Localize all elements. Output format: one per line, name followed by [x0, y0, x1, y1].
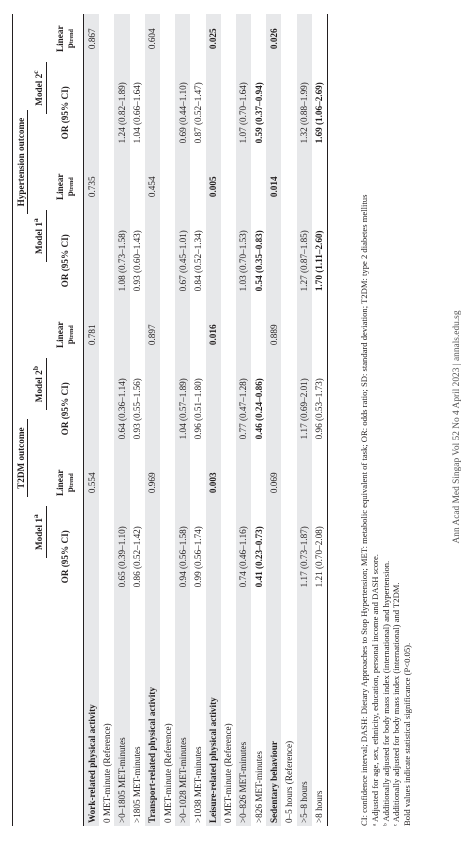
or-cell: 1.17 (0.69–2.01) [297, 359, 312, 458]
or-cell: 0.67 (0.45–1.01) [175, 211, 190, 310]
p-trend-cell [160, 14, 175, 63]
table-row [130, 14, 145, 826]
table-row [190, 14, 205, 826]
or-cell [99, 359, 114, 458]
or-cell [281, 211, 296, 310]
or-cell [221, 211, 236, 310]
results-table [12, 14, 328, 826]
or-cell: 1.70 (1.11–2.60) [312, 211, 328, 310]
p-trend-cell [221, 458, 236, 507]
group-header-t2dm: T2DM outcome [13, 310, 32, 606]
or-cell: 0.93 (0.60–1.43) [132, 230, 143, 292]
row-label: >0–1805 MET-minutes [114, 606, 129, 826]
or-cell [206, 63, 221, 162]
or-cell [99, 211, 114, 310]
or-cell [160, 507, 175, 606]
p-trend-cell [221, 310, 236, 359]
table-row [297, 14, 312, 826]
or-cell: 0.94 (0.56–1.58) [175, 507, 190, 606]
or-cell: 0.96 (0.53–1.73) [312, 359, 328, 458]
p-trend-cell [175, 458, 190, 507]
header-blank [13, 606, 32, 826]
p-trend-cell [130, 458, 145, 507]
p-trend-cell [130, 14, 145, 63]
footnote-abbreviations: CI: confidence interval; DASH: Dietary Approaches to Stop Hypertension; MET: metabolic equivalent of task; OR: odds ratio; SD: standard deviation; T2DM: type 2 diabetes mellitus [359, 194, 369, 826]
or-cell [281, 507, 296, 606]
or-cell [221, 63, 236, 162]
or-cell: 0.64 (0.36–1.14) [114, 359, 129, 458]
or-cell [206, 211, 221, 310]
or-cell: 0.84 (0.52–1.34) [192, 230, 203, 292]
p-trend-cell [281, 162, 296, 211]
row-label: >8 hours [312, 606, 328, 826]
or-cell [84, 211, 100, 310]
or-cell: 0.65 (0.39–1.10) [114, 507, 129, 606]
row-label: >1805 MET-minutes [132, 746, 143, 823]
p-trend-cell: 0.016 [206, 310, 221, 359]
p-trend-cell: 0.025 [206, 14, 221, 63]
row-label: 0 MET-minute (Reference) [223, 723, 234, 823]
p-trend-cell [312, 310, 328, 359]
p-trend-cell: 0.781 [84, 310, 100, 359]
row-label: Work-related physical activity [84, 606, 100, 826]
or-cell [281, 359, 296, 458]
row-label: 0–5 hours (Reference) [284, 740, 295, 823]
p-trend-cell [251, 310, 266, 359]
row-label: Transport-related physical activity [145, 606, 160, 826]
row-label: Leisure-related physical activity [206, 606, 221, 826]
or-cell [160, 63, 175, 162]
category-row [266, 14, 281, 826]
p-trend-cell [175, 14, 190, 63]
or-cell [145, 211, 160, 310]
or-cell: 1.07 (0.70–1.64) [236, 63, 251, 162]
p-trend-cell [312, 162, 328, 211]
footnote-bold: Bold values indicate statistical significance (P<0.05). [402, 642, 413, 826]
col-or: OR (95% CI) [47, 359, 84, 458]
col-linear-p: Linear ptrend [47, 310, 84, 359]
col-or: OR (95% CI) [47, 63, 84, 162]
or-cell [266, 359, 281, 458]
or-cell: 1.27 (0.87–1.85) [297, 211, 312, 310]
footnote-a: ᵃ Adjusted for age, sex, ethnicity, education, personal income and DASH score. [369, 554, 380, 826]
col-or: OR (95% CI) [47, 211, 84, 310]
table-row [251, 14, 266, 826]
or-cell [160, 359, 175, 458]
or-cell [160, 211, 175, 310]
p-trend-cell [251, 14, 266, 63]
or-cell: 0.59 (0.37–0.94) [253, 82, 264, 144]
p-trend-cell [130, 310, 145, 359]
or-cell [84, 359, 100, 458]
p-trend-cell [114, 458, 129, 507]
p-trend-cell [297, 310, 312, 359]
p-trend-cell [281, 310, 296, 359]
model-header: Model 2$^b$ [31, 310, 47, 458]
p-trend-cell [160, 458, 175, 507]
row-label: 0 MET-minute (Reference) [101, 723, 112, 823]
p-trend-cell [236, 310, 251, 359]
category-row [84, 14, 100, 826]
model-header: Model 1$^a$ [31, 162, 47, 310]
table-body [84, 14, 328, 826]
or-cell: 1.03 (0.70–1.53) [236, 211, 251, 310]
or-cell: 0.54 (0.35–0.83) [253, 230, 264, 292]
p-trend-cell [175, 310, 190, 359]
or-cell [84, 63, 100, 162]
or-cell: 0.96 (0.51–1.80) [192, 378, 203, 440]
footnote-c: ᶜ Additionally adjusted for body mass index (international) and T2DM. [391, 582, 402, 826]
or-cell [221, 359, 236, 458]
or-cell [221, 507, 236, 606]
table-row [175, 14, 190, 826]
or-cell: 1.69 (1.06–2.69) [312, 63, 328, 162]
p-trend-cell: 0.026 [266, 14, 281, 63]
p-trend-cell [236, 14, 251, 63]
row-label: >1038 MET-minutes [192, 746, 203, 823]
table-row [99, 14, 114, 826]
p-trend-cell [99, 458, 114, 507]
or-cell [266, 211, 281, 310]
model-header: Model 1$^a$ [31, 458, 47, 606]
or-cell: 1.04 (0.57–1.89) [175, 359, 190, 458]
or-cell: 0.74 (0.46–1.16) [236, 507, 251, 606]
or-cell [266, 507, 281, 606]
or-cell [99, 507, 114, 606]
or-cell [206, 359, 221, 458]
row-label: Sedentary behaviour [266, 606, 281, 826]
p-trend-cell: 0.454 [145, 162, 160, 211]
journal-footer: Ann Acad Med Singap Vol 52 No 4 April 2023 | annals.edu.sg [452, 310, 462, 544]
table-row [221, 14, 236, 826]
p-trend-cell [99, 162, 114, 211]
or-cell: 0.41 (0.23–0.73) [253, 526, 264, 588]
p-trend-cell [251, 458, 266, 507]
p-trend-cell [114, 310, 129, 359]
p-trend-cell [190, 162, 205, 211]
group-header-hypertension: Hypertension outcome [13, 14, 32, 310]
p-trend-cell [130, 162, 145, 211]
p-trend-cell [160, 162, 175, 211]
p-trend-cell: 0.003 [206, 458, 221, 507]
or-cell [266, 63, 281, 162]
or-cell: 0.86 (0.52–1.42) [132, 526, 143, 588]
row-label: >826 MET-minutes [253, 751, 264, 823]
or-cell: 0.69 (0.44–1.10) [175, 63, 190, 162]
p-trend-cell [236, 458, 251, 507]
row-label: >5–8 hours [297, 606, 312, 826]
p-trend-cell [114, 14, 129, 63]
p-trend-cell [114, 162, 129, 211]
p-trend-cell: 0.005 [206, 162, 221, 211]
or-cell: 0.87 (0.52–1.47) [192, 82, 203, 144]
col-or: OR (95% CI) [47, 507, 84, 606]
p-trend-cell: 0.867 [84, 14, 100, 63]
or-cell: 1.24 (0.82–1.89) [114, 63, 129, 162]
col-linear-p: Linear ptrend [47, 14, 84, 63]
p-trend-cell [297, 14, 312, 63]
table-row [236, 14, 251, 826]
or-cell [99, 63, 114, 162]
p-trend-cell [236, 162, 251, 211]
p-trend-cell: 0.554 [84, 458, 100, 507]
row-label: >0–1028 MET-minutes [175, 606, 190, 826]
table-row [160, 14, 175, 826]
row-label: 0 MET-minute (Reference) [162, 723, 173, 823]
p-trend-cell [160, 310, 175, 359]
col-linear-p: Linear ptrend [47, 162, 84, 211]
p-trend-cell [99, 310, 114, 359]
p-trend-cell [175, 162, 190, 211]
or-cell [84, 507, 100, 606]
or-cell: 0.77 (0.47–1.28) [236, 359, 251, 458]
table-row [114, 14, 129, 826]
p-trend-cell: 0.069 [266, 458, 281, 507]
col-linear-p: Linear ptrend [47, 458, 84, 507]
p-trend-cell: 0.014 [266, 162, 281, 211]
p-trend-cell [221, 14, 236, 63]
footnotes [359, 195, 413, 826]
p-trend-cell [190, 310, 205, 359]
p-trend-cell: 0.889 [266, 310, 281, 359]
p-trend-cell [251, 162, 266, 211]
or-cell: 0.99 (0.56–1.74) [192, 526, 203, 588]
p-trend-cell [312, 14, 328, 63]
p-trend-cell [281, 14, 296, 63]
model-header: Model 2$^c$ [31, 14, 47, 162]
p-trend-cell [221, 162, 236, 211]
p-trend-cell [99, 14, 114, 63]
category-row [145, 14, 160, 826]
or-cell: 1.21 (0.70–2.08) [312, 507, 328, 606]
p-trend-cell: 0.604 [145, 14, 160, 63]
row-label: >0–826 MET-minutes [236, 606, 251, 826]
or-cell [206, 507, 221, 606]
p-trend-cell: 0.735 [84, 162, 100, 211]
p-trend-cell: 0.897 [145, 310, 160, 359]
p-trend-cell [297, 162, 312, 211]
p-trend-cell [312, 458, 328, 507]
or-cell: 1.08 (0.73–1.58) [114, 211, 129, 310]
or-cell [145, 63, 160, 162]
or-cell: 0.93 (0.55–1.56) [132, 378, 143, 440]
p-trend-cell [190, 458, 205, 507]
p-trend-cell [281, 458, 296, 507]
or-cell: 1.17 (0.73–1.87) [297, 507, 312, 606]
p-trend-cell: 0.969 [145, 458, 160, 507]
or-cell: 1.32 (0.88–1.99) [297, 63, 312, 162]
or-cell: 0.46 (0.24–0.86) [253, 378, 264, 440]
footnote-b: ᵇ Additionally adjusted for body mass index (international) and hypertension. [380, 560, 391, 826]
table-row [312, 14, 328, 826]
p-trend-cell [297, 458, 312, 507]
or-cell: 1.04 (0.66–1.64) [132, 82, 143, 144]
or-cell [281, 63, 296, 162]
or-cell [145, 507, 160, 606]
or-cell [145, 359, 160, 458]
category-row [206, 14, 221, 826]
table-row [281, 14, 296, 826]
p-trend-cell [190, 14, 205, 63]
